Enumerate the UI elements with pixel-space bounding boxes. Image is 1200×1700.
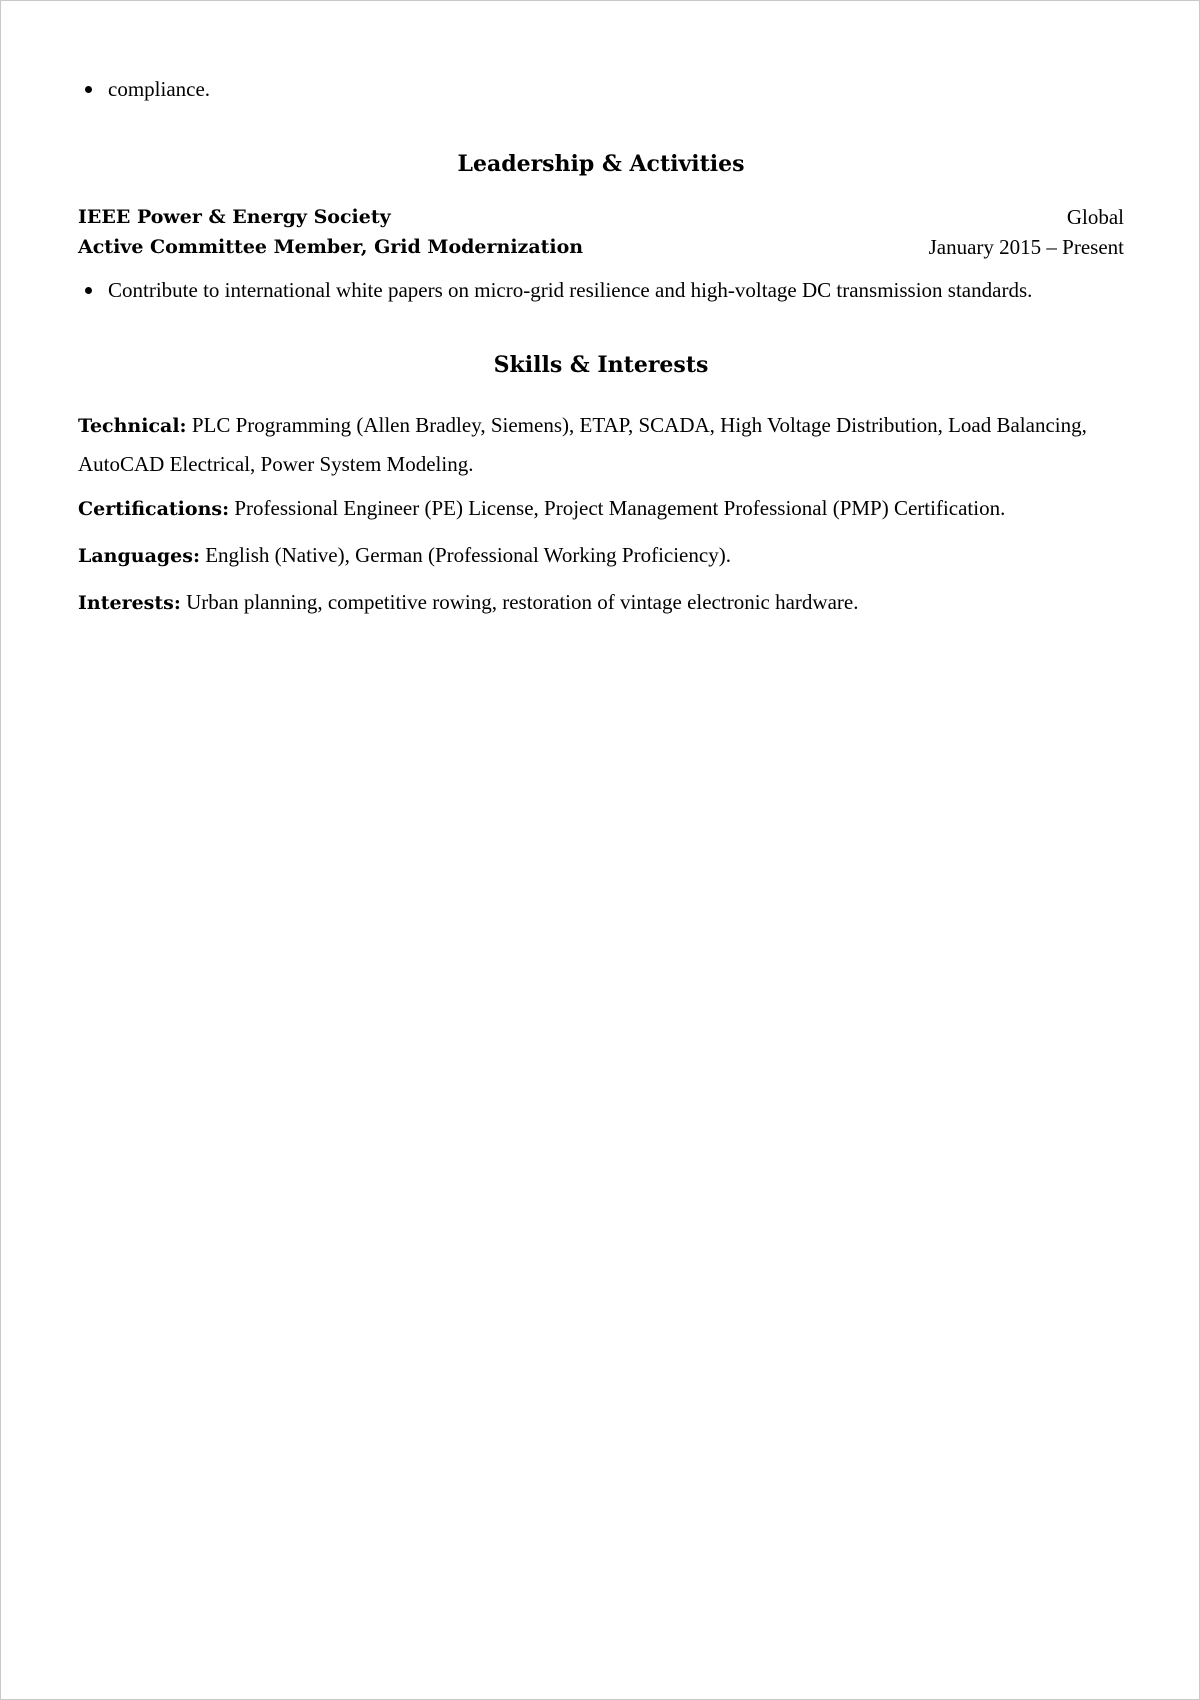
leadership-role-row xyxy=(78,232,1124,262)
bullet-dot xyxy=(85,86,92,93)
skill-label: Certifications: xyxy=(78,498,230,520)
skill-value: PLC Programming (Allen Bradley, Siemens), ETAP, SCADA, High Voltage Distribution, Load Balancing, AutoCAD Electrical, Power System Modeling. xyxy=(78,413,1087,476)
bullet-text: compliance. xyxy=(108,77,211,101)
role-title: Active Committee Member, Grid Modernization xyxy=(78,236,584,258)
skill-technical xyxy=(78,406,1124,483)
skill-certifications xyxy=(78,489,1124,528)
skill-languages xyxy=(78,536,1124,575)
skill-label: Languages: xyxy=(78,545,200,567)
carryover-bullet-list xyxy=(78,75,1124,103)
organization-name: IEEE Power & Energy Society xyxy=(78,206,391,228)
bullet-dot xyxy=(85,287,92,294)
bullet-text: Contribute to international white papers on micro-grid resilience and high-voltage DC transmission standards. xyxy=(108,278,1033,302)
section-heading-skills: Skills & Interests xyxy=(493,352,709,378)
list-item xyxy=(78,75,1124,103)
skill-label: Technical: xyxy=(78,415,187,437)
role-dates: January 2015 – Present xyxy=(928,235,1124,259)
leadership-org-row xyxy=(78,202,1124,232)
skill-interests xyxy=(78,583,1124,622)
organization-location: Global xyxy=(1066,205,1124,229)
skill-label: Interests: xyxy=(78,592,181,614)
leadership-bullet-list xyxy=(78,276,1124,304)
section-heading-leadership: Leadership & Activities xyxy=(457,151,745,177)
skill-value: Urban planning, competitive rowing, restoration of vintage electronic hardware. xyxy=(186,590,859,614)
skill-value: Professional Engineer (PE) License, Project Management Professional (PMP) Certification. xyxy=(234,496,1006,520)
list-item xyxy=(78,276,1124,304)
skill-value: English (Native), German (Professional Working Proficiency). xyxy=(205,543,731,567)
